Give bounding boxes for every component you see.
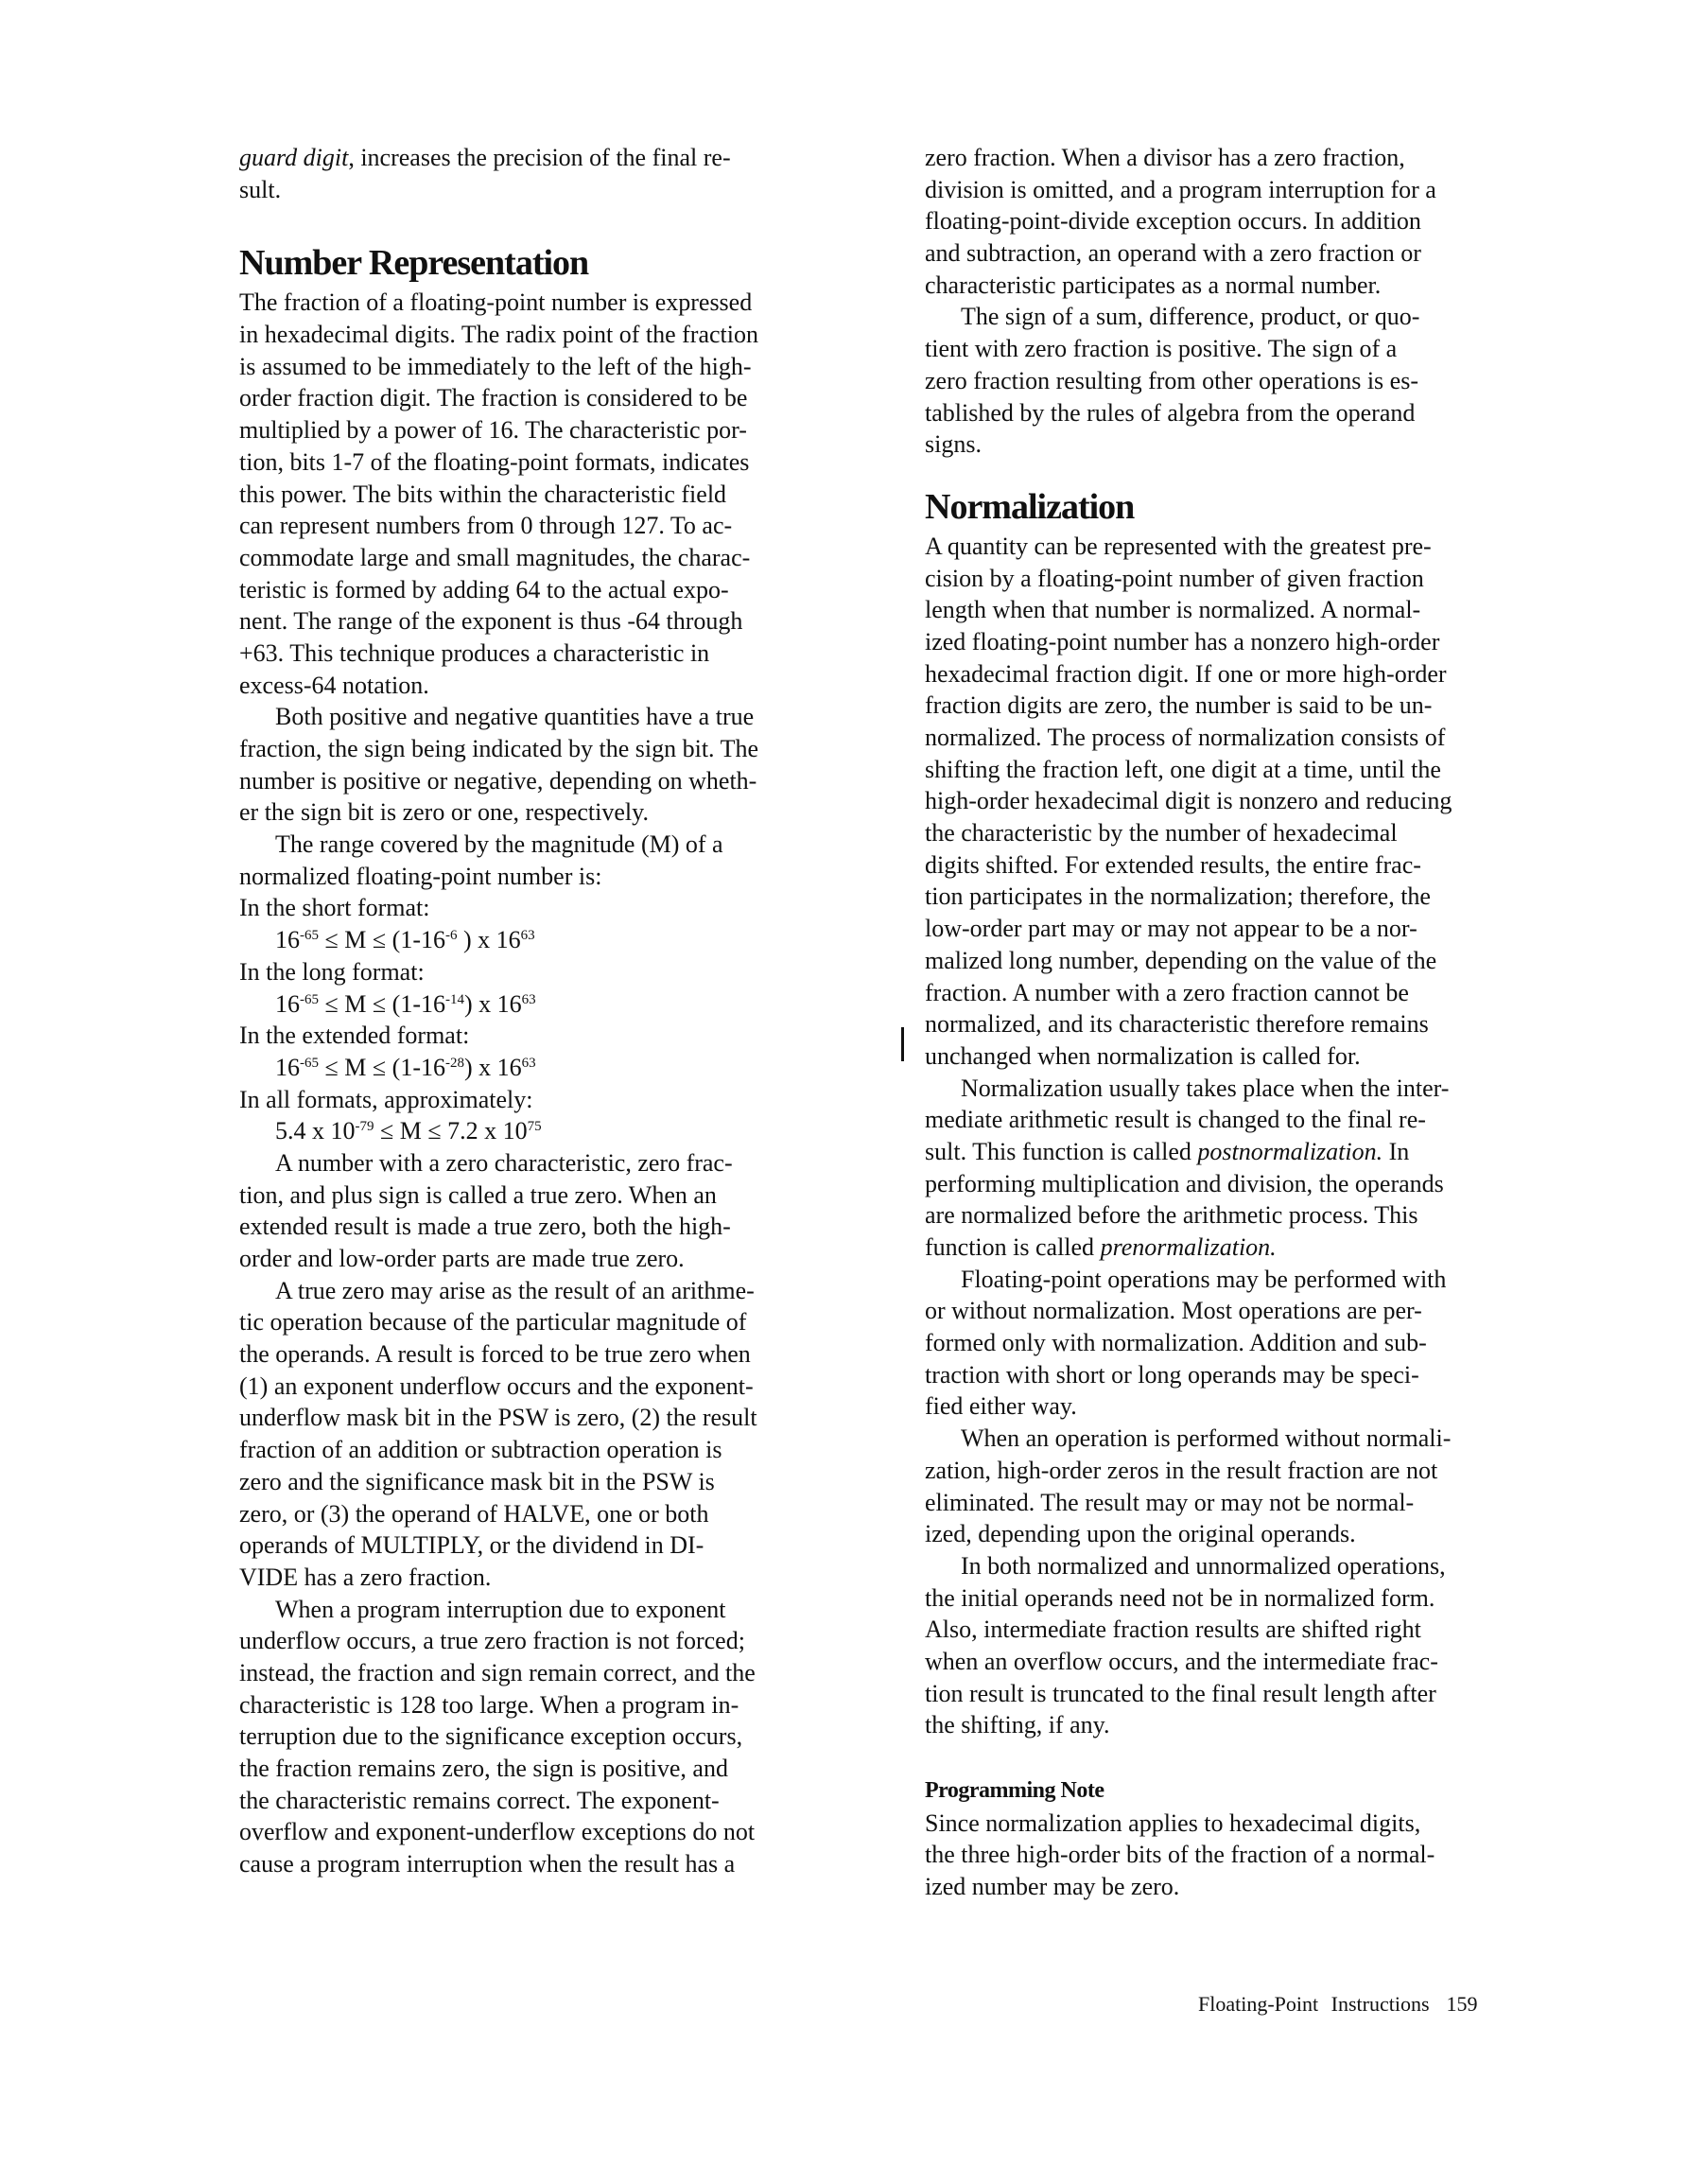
text-line: mediate arithmetic result is changed to the final re- [925,1106,1426,1134]
text-line: signs. [925,430,982,459]
text-line: When an operation is performed without normali- [961,1424,1452,1453]
text-line: floating-point-divide exception occurs. In addition [925,207,1421,236]
text-line: tion, and plus sign is called a true zero. When an [239,1180,717,1209]
text-line: Normalization usually takes place when the inter- [961,1074,1450,1102]
text-line: the fraction remains zero, the sign is positive, and [239,1755,728,1782]
text-line: order fraction digit. The fraction is considered to be [239,384,748,412]
paragraph [239,701,863,829]
paragraph [925,1264,1549,1423]
text-line: Both positive and negative quantities have a true [275,703,755,731]
format-label: In the long format: [239,957,425,986]
text-line: function is called prenormalization. [925,1233,1277,1261]
text-line: zero fraction resulting from other operations is es- [925,366,1418,394]
paragraph [925,301,1549,460]
text-line: malized long number, depending on the value of the [925,946,1437,974]
text-line: the shifting, if any. [925,1711,1110,1739]
text-line: shifting the fraction left, one digit at a time, until the [925,755,1441,783]
text-line: the initial operands need not be in normalized form. [925,1583,1435,1612]
text-line: In both normalized and unnormalized operations, [961,1551,1446,1580]
text-line: operands of MULTIPLY, or the dividend in DI- [239,1531,704,1560]
text-line: The sign of a sum, difference, product, or quo- [961,303,1420,331]
format-label: In all formats, approximately: [239,1085,533,1113]
text-line: cision by a floating-point number of given fraction [925,564,1424,592]
range-formula: $16^{-65} \le M \le (1-16^{-6}$ ) x $16^{63}$ [275,926,535,954]
text-line: characteristic is 128 too large. When a program in- [239,1690,739,1719]
text-line: teristic is formed by adding 64 to the actual expo- [239,575,729,603]
text-line: eliminated. The result may or may not be normal- [925,1488,1415,1516]
text-line: tion, bits 1-7 of the floating-point formats, indicates [239,447,750,476]
text-line: zation, high-order zeros in the result fraction are not [925,1456,1438,1484]
intro-line [239,142,863,174]
paragraph [239,1594,863,1880]
text-line: fraction digits are zero, the number is said to be un- [925,691,1433,720]
text-line: normalized. The process of normalization consists of [925,724,1446,751]
text-line: (1) an exponent underflow occurs and the exponent- [239,1372,754,1400]
text-line: nent. The range of the exponent is thus -64 through [239,607,743,636]
text-line: formed only with normalization. Addition and sub- [925,1329,1427,1357]
text-line: the operands. A result is forced to be true zero when [239,1340,751,1369]
text-line: tablished by the rules of algebra from the operand [925,398,1416,427]
paragraph [925,1808,1549,1903]
range-formula: 5.4 x $10^{-79} \le M \le 7.2$ x $10^{75}$ [275,1117,542,1145]
text-line: can represent numbers from 0 through 127. To ac- [239,512,733,540]
text-line: traction with short or long operands may be speci- [925,1360,1419,1389]
text-line: fraction, the sign being indicated by the sign bit. The [239,735,759,762]
term-prenormalization: prenormalization. [1100,1233,1277,1261]
format-label: In the short format: [239,894,430,922]
heading-number-representation: Number Representation [239,243,589,284]
paragraph [925,531,1549,1073]
text-line: ized floating-point number has a nonzero high-order [925,627,1440,655]
text-line: the characteristic by the number of hexadecimal [925,819,1398,847]
text-line: zero fraction. When a divisor has a zero fraction, [925,144,1405,171]
right-column [925,142,1549,1903]
text-line: A number with a zero characteristic, zero frac- [275,1148,733,1177]
text-line: when an overflow occurs, and the intermediate frac- [925,1647,1438,1675]
text-line: A true zero may arise as the result of an arithme- [275,1276,755,1304]
format-label: In the extended format: [239,1022,470,1050]
text-line: fraction of an addition or subtraction operation is [239,1436,722,1464]
text-line: sult. This function is called postnormalization. In [925,1137,1410,1165]
paragraph [925,1073,1549,1264]
text-line: A quantity can be represented with the greatest pre- [925,532,1432,560]
paragraph [925,1423,1549,1550]
text-line: and subtraction, an operand with a zero fraction or [925,239,1421,268]
text-line: The fraction of a floating-point number is expressed [239,288,753,317]
text-line: this power. The bits within the characteristic field [239,480,727,508]
text-line: VIDE has a zero fraction. [239,1563,492,1591]
page-number: 159 [1446,1992,1478,2016]
text-line: division is omitted, and a program interruption for a [925,175,1436,203]
term-postnormalization: postnormalization. [1197,1137,1383,1165]
range-formula: $16^{-65} \le M \le (1-16^{-28})$ x $16^{63}$ [275,1053,536,1081]
text-line: ized number may be zero. [925,1873,1180,1901]
text-line: commodate large and small magnitudes, the charac- [239,543,751,571]
format-ranges [239,892,863,1147]
intro-line: sult. [239,175,282,203]
text-line: unchanged when normalization is called for. [925,1041,1361,1070]
text-line: the three high-order bits of the fraction of a normal- [925,1841,1435,1869]
paragraph [239,829,863,892]
text-line: instead, the fraction and sign remain correct, and the [239,1658,756,1686]
text-line: excess-64 notation. [239,671,429,699]
text-line: performing multiplication and division, the operands [925,1169,1444,1197]
text-line: in hexadecimal digits. The radix point of the fraction [239,321,758,349]
text-line: underflow occurs, a true zero fraction is not forced; [239,1627,745,1655]
text-line: The range covered by the magnitude (M) of a [275,830,723,859]
paragraph [239,1275,863,1594]
text-line: normalized floating-point number is: [239,862,602,890]
text-line: terruption due to the significance exception occurs, [239,1722,743,1751]
text-line: er the sign bit is zero or one, respectively. [239,798,649,827]
page-footer [1198,1992,1478,2017]
text-line: Also, intermediate fraction results are shifted right [925,1616,1421,1644]
text-line: multiplied by a power of 16. The characteristic por- [239,416,747,445]
text-line: +63. This technique produces a characteristic in [239,638,710,667]
revision-bar [901,1027,904,1061]
heading-programming-note: Programming Note [925,1778,1104,1803]
text-line: cause a program interruption when the result has a [239,1850,736,1878]
text-line: normalized, and its characteristic therefore remains [925,1010,1429,1039]
text-line: low-order part may or may not appear to be a nor- [925,915,1417,943]
text-line: fraction. A number with a zero fraction cannot be [925,978,1409,1006]
text-line: the characteristic remains correct. The exponent- [239,1786,720,1814]
text-line: high-order hexadecimal digit is nonzero and reducing [925,787,1452,815]
text-line: order and low-order parts are made true zero. [239,1245,685,1272]
text-line: When a program interruption due to exponent [275,1595,726,1623]
text-line: underflow mask bit in the PSW is zero, (2) the result [239,1404,757,1432]
text-line: digits shifted. For extended results, the entire frac- [925,850,1421,879]
text-line: are normalized before the arithmetic process. This [925,1201,1418,1230]
text-line: fied either way. [925,1392,1077,1421]
paragraph [239,1147,863,1275]
text-line: characteristic participates as a normal number. [925,271,1382,299]
paragraph [925,142,1549,301]
paragraph [925,1550,1549,1741]
term-guard-digit: guard digit [239,144,349,171]
paragraph [239,287,863,701]
text-line: extended result is made a true zero, both the high- [239,1213,731,1241]
text: , increases the precision of the final re- [348,144,731,171]
text-line: tient with zero fraction is positive. The sign of a [925,335,1398,363]
text-line: number is positive or negative, depending on wheth- [239,766,757,795]
text-line: Since normalization applies to hexadecimal digits, [925,1808,1421,1837]
text-line: zero and the significance mask bit in the PSW is [239,1467,715,1495]
text-line: tion participates in the normalization; therefore, the [925,882,1431,911]
text-line: is assumed to be immediately to the left of the high- [239,352,752,380]
text-line: length when that number is normalized. A normal- [925,596,1421,624]
text-line: tic operation because of the particular magnitude of [239,1308,747,1337]
text-line: zero, or (3) the operand of HALVE, one or both [239,1499,709,1528]
left-column [239,142,863,1880]
text-line: or without normalization. Most operations are per- [925,1297,1422,1325]
range-formula: $16^{-65} \le M \le (1-16^{-14})$ x $16^{63}$ [275,989,536,1018]
text-line: Floating-point operations may be performed with [961,1265,1447,1293]
heading-normalization: Normalization [925,486,1135,527]
text-line: tion result is truncated to the final result length after [925,1679,1436,1707]
text-line: hexadecimal fraction digit. If one or more high-order [925,659,1447,688]
text-line: ized, depending upon the original operands. [925,1520,1356,1548]
footer-section-title: Floating-Point Instructions [1198,1992,1430,2016]
text-line: overflow and exponent-underflow exceptions do not [239,1818,756,1846]
